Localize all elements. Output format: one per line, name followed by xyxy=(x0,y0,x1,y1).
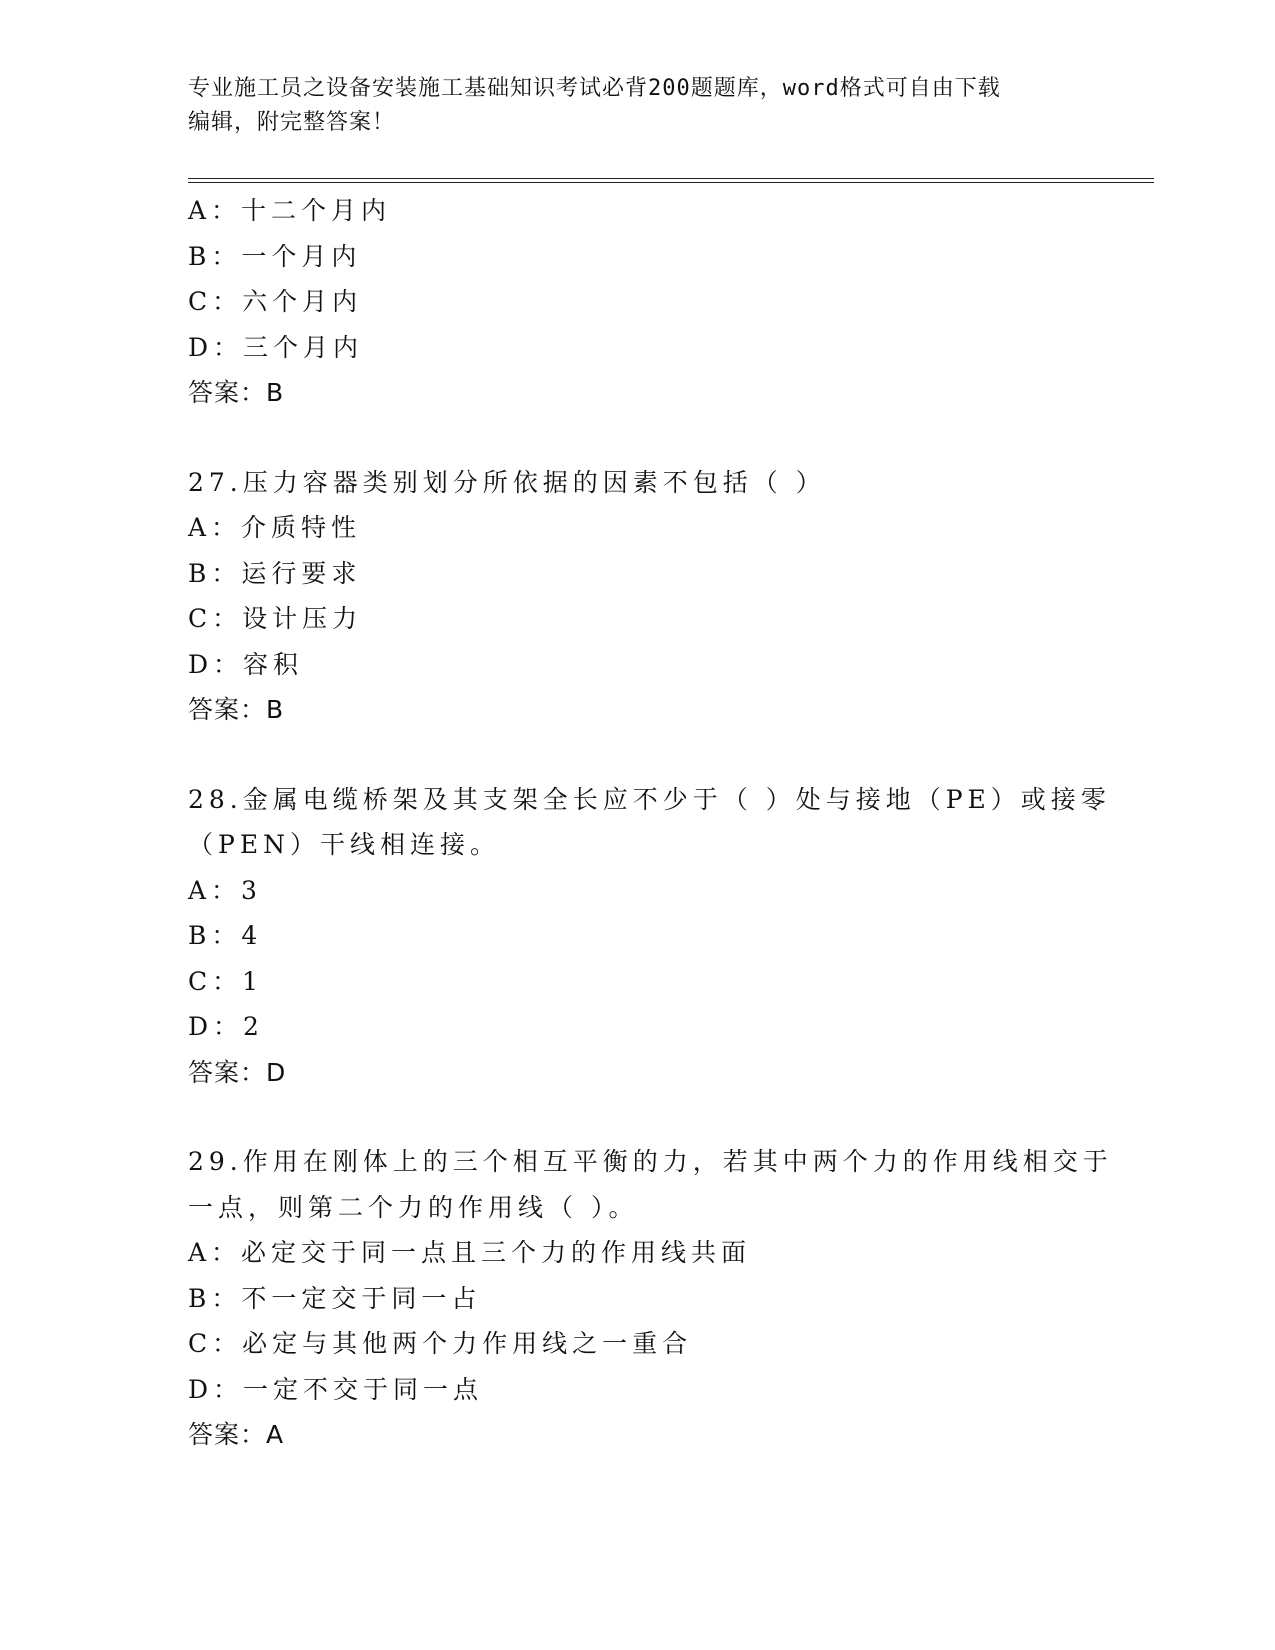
option-c: C：必定与其他两个力作用线之一重合 xyxy=(188,1329,693,1358)
option-c: C：六个月内 xyxy=(188,287,363,316)
spacer xyxy=(188,416,1088,460)
option-a: A：3 xyxy=(188,875,262,905)
option-b: B：运行要求 xyxy=(188,558,362,588)
answer: 答案：A xyxy=(188,1420,285,1449)
option-a: A：介质特性 xyxy=(188,513,362,542)
question-text-line-1: 28.金属电缆桥架及其支架全长应不少于（ ）处与接地（PE）或接零 xyxy=(188,784,1111,814)
question-text-line-2: 一点，则第二个力的作用线（ ）。 xyxy=(188,1192,639,1222)
header-divider xyxy=(188,178,1154,183)
question-27 xyxy=(188,460,1088,733)
spacer xyxy=(188,1095,1088,1139)
spacer xyxy=(188,733,1088,777)
question-29 xyxy=(188,1139,1113,1458)
option-b: B：一个月内 xyxy=(188,241,362,271)
option-d: D：2 xyxy=(188,1012,264,1041)
header-line-1: 专业施工员之设备安装施工基础知识考试必背200题题库，word格式可自由下载 xyxy=(188,76,1001,101)
option-a: A：必定交于同一点且三个力的作用线共面 xyxy=(188,1238,752,1267)
answer: 答案：B xyxy=(188,378,285,407)
question-text-line-2: （PEN）干线相连接。 xyxy=(188,830,500,859)
document-header xyxy=(188,72,1088,140)
question-26 xyxy=(188,188,1088,416)
option-a: A：十二个月内 xyxy=(188,196,392,225)
question-text-line-1: 29.作用在刚体上的三个相互平衡的力，若其中两个力的作用线相交于 xyxy=(188,1147,1113,1176)
option-b: B：不一定交于同一占 xyxy=(188,1283,482,1313)
option-d: D：一定不交于同一点 xyxy=(188,1374,484,1404)
option-d: D：容积 xyxy=(188,649,304,679)
header-line-2: 编辑，附完整答案！ xyxy=(188,110,396,135)
question-text: 27.压力容器类别划分所依据的因素不包括（ ） xyxy=(188,467,826,497)
question-list xyxy=(188,188,1113,1458)
question-28 xyxy=(188,777,1111,1096)
option-b: B：4 xyxy=(188,921,263,950)
answer: 答案：B xyxy=(188,695,285,724)
option-d: D：三个月内 xyxy=(188,332,364,362)
answer: 答案：D xyxy=(188,1057,287,1087)
option-c: C：设计压力 xyxy=(188,604,363,633)
option-c: C：1 xyxy=(188,966,264,996)
